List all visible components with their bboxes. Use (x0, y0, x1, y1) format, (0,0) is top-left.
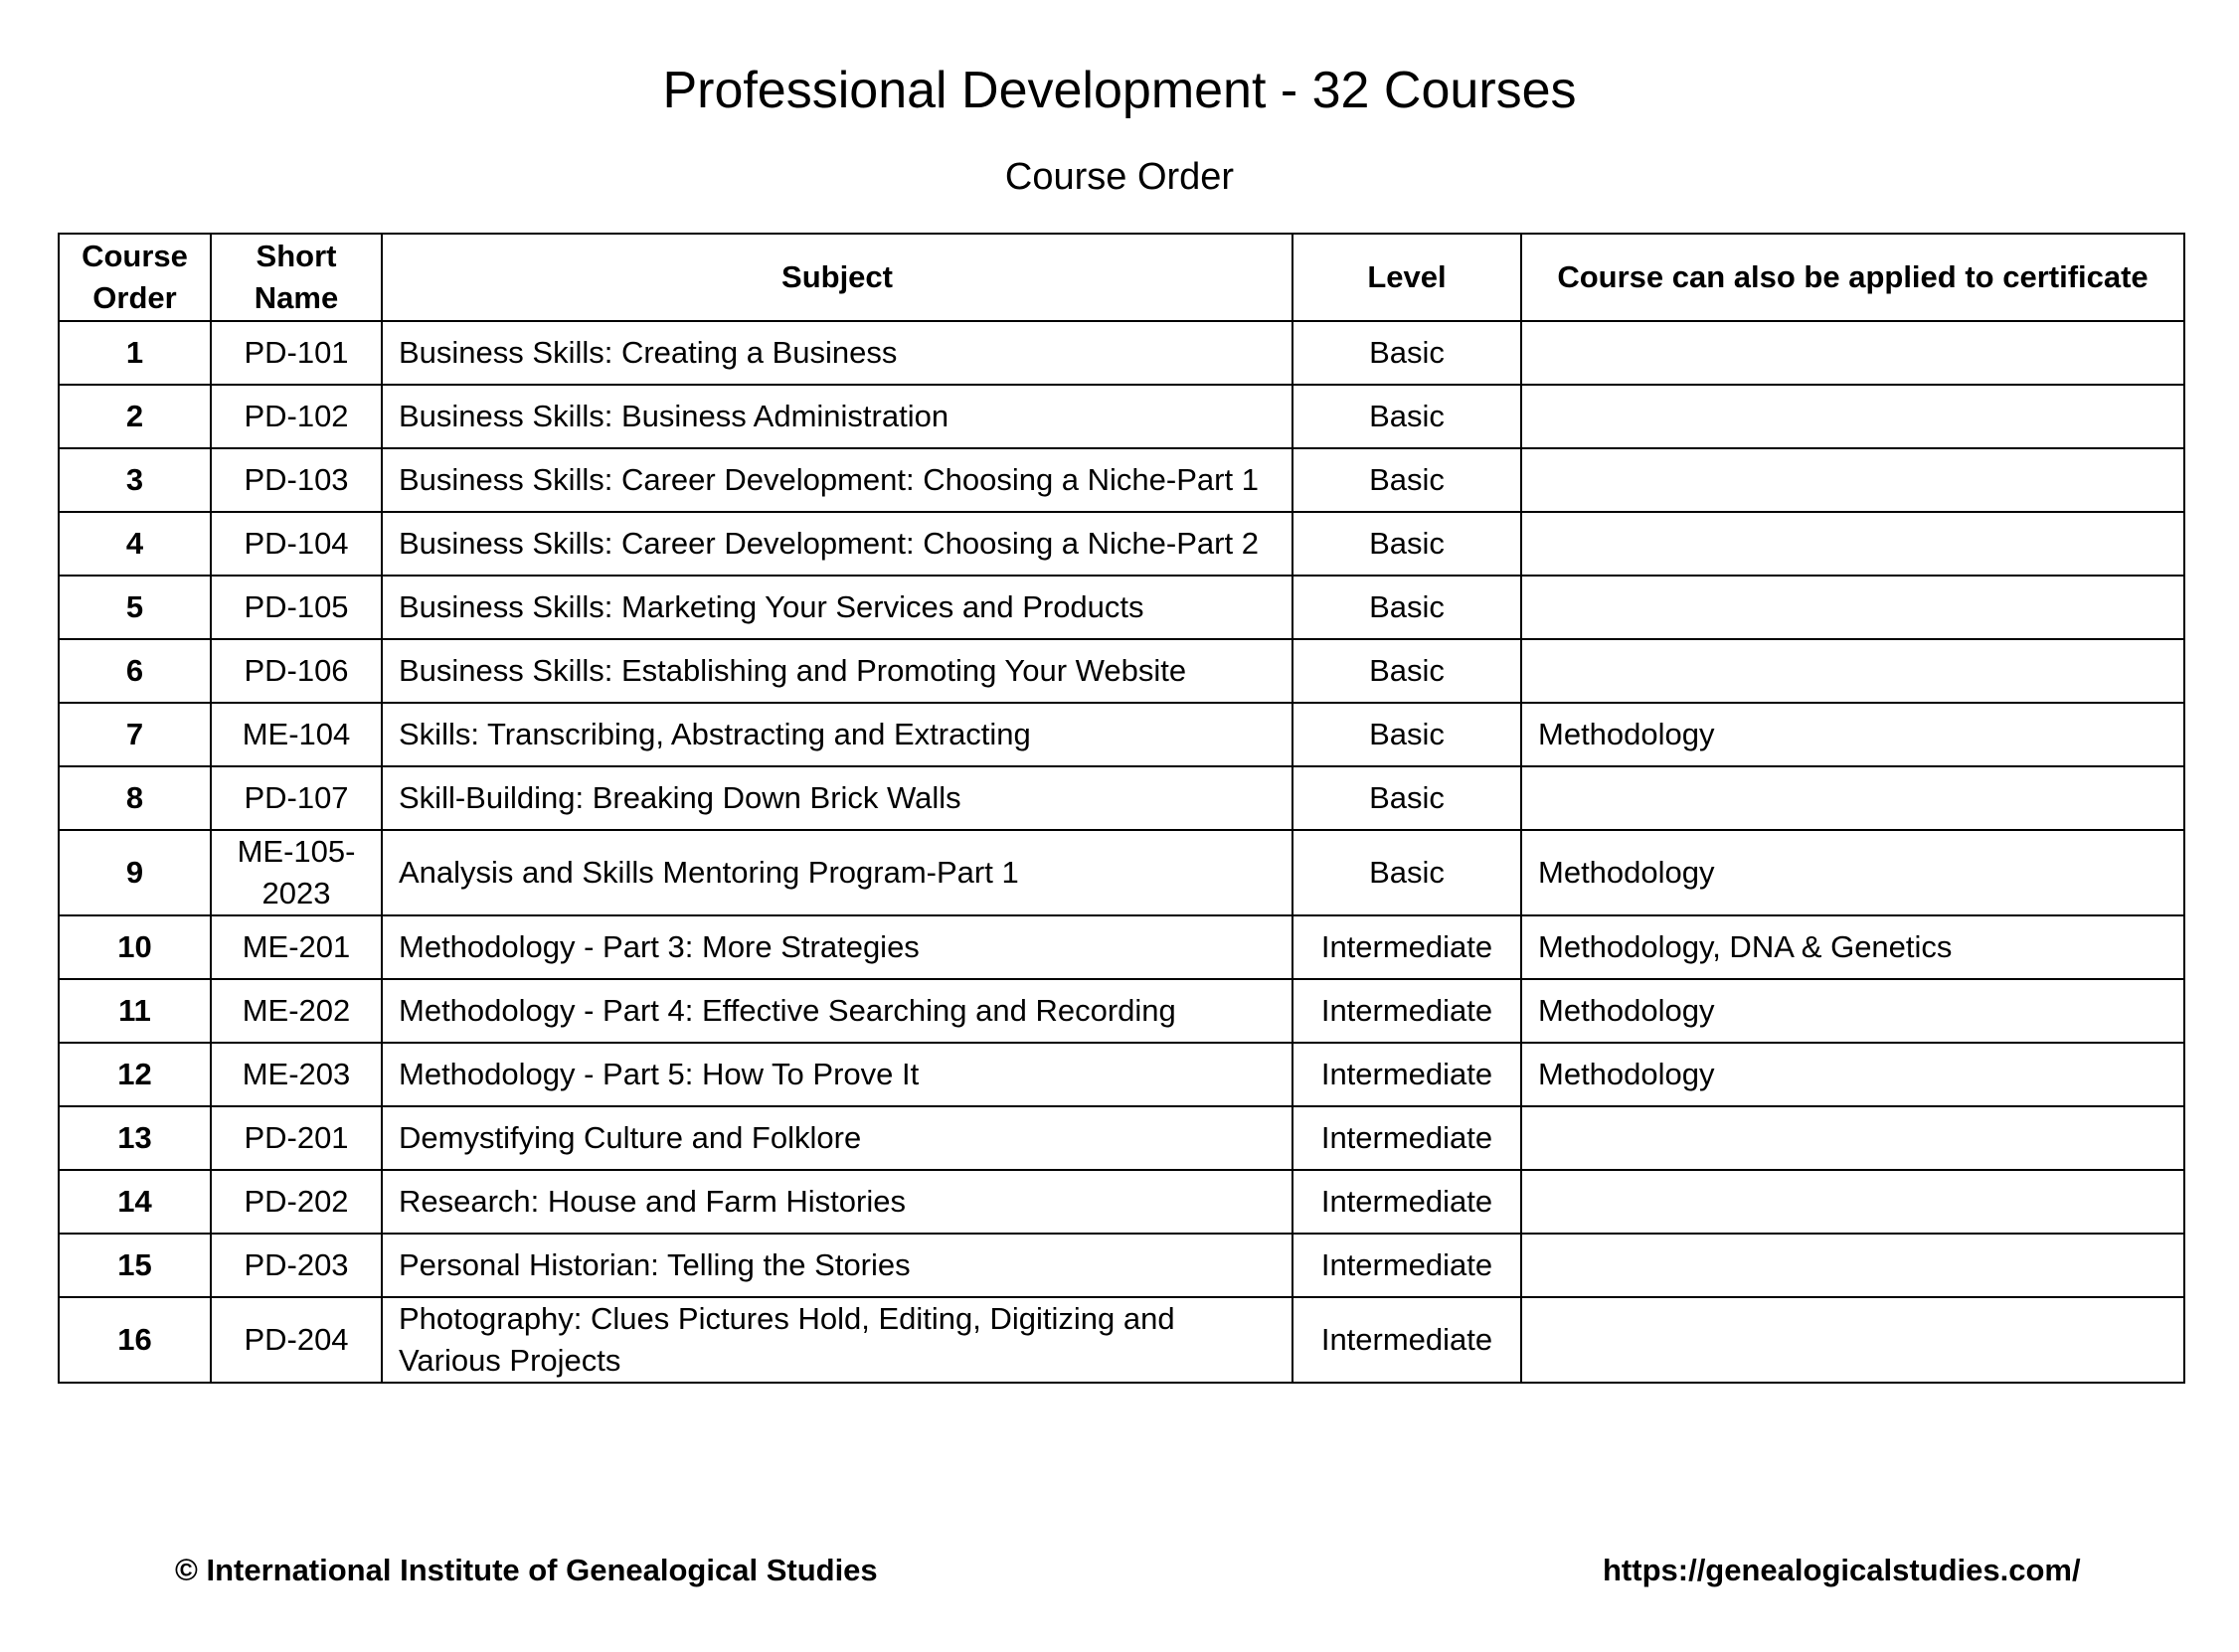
table-row (59, 1043, 2184, 1106)
table-row (59, 979, 2184, 1043)
header-course-order: Course Order (59, 234, 211, 321)
cell-certificate (1521, 1170, 2184, 1234)
cell-subject: Methodology - Part 4: Effective Searching and Recording (382, 979, 1292, 1043)
cell-subject: Methodology - Part 5: How To Prove It (382, 1043, 1292, 1106)
cell-short-name: PD-104 (211, 512, 382, 576)
page-subtitle: Course Order (1004, 156, 1235, 198)
table-row (59, 915, 2184, 979)
cell-order: 6 (59, 639, 211, 703)
cell-order: 3 (59, 448, 211, 512)
cell-subject: Business Skills: Career Development: Choosing a Niche-Part 2 (382, 512, 1292, 576)
table-row (59, 830, 2184, 915)
table-row (59, 1234, 2184, 1297)
cell-certificate (1521, 321, 2184, 385)
cell-order: 9 (59, 830, 211, 915)
cell-order: 2 (59, 385, 211, 448)
cell-subject: Demystifying Culture and Folklore (382, 1106, 1292, 1170)
cell-order: 14 (59, 1170, 211, 1234)
header-subject: Subject (382, 234, 1292, 321)
cell-certificate: Methodology (1521, 1043, 2184, 1106)
cell-subject: Skills: Transcribing, Abstracting and Extracting (382, 703, 1292, 766)
cell-short-name: PD-101 (211, 321, 382, 385)
cell-level: Intermediate (1292, 915, 1521, 979)
cell-order: 1 (59, 321, 211, 385)
cell-order: 10 (59, 915, 211, 979)
cell-short-name: ME-201 (211, 915, 382, 979)
cell-level: Basic (1292, 576, 1521, 639)
cell-short-name: PD-107 (211, 766, 382, 830)
cell-order: 16 (59, 1297, 211, 1383)
cell-certificate: Methodology (1521, 703, 2184, 766)
header-short-name: Short Name (211, 234, 382, 321)
cell-order: 15 (59, 1234, 211, 1297)
cell-certificate (1521, 448, 2184, 512)
cell-short-name: PD-202 (211, 1170, 382, 1234)
table-row (59, 766, 2184, 830)
cell-certificate: Methodology, DNA & Genetics (1521, 915, 2184, 979)
cell-subject: Business Skills: Career Development: Choosing a Niche-Part 1 (382, 448, 1292, 512)
cell-level: Basic (1292, 766, 1521, 830)
cell-order: 8 (59, 766, 211, 830)
cell-level: Basic (1292, 703, 1521, 766)
footer-copyright: © International Institute of Genealogical Studies (175, 1553, 878, 1587)
cell-short-name: ME-105-2023 (211, 830, 382, 915)
cell-subject: Skill-Building: Breaking Down Brick Walls (382, 766, 1292, 830)
table-row (59, 321, 2184, 385)
cell-short-name: ME-203 (211, 1043, 382, 1106)
cell-level: Basic (1292, 639, 1521, 703)
table-row (59, 1170, 2184, 1234)
cell-certificate (1521, 766, 2184, 830)
cell-certificate (1521, 639, 2184, 703)
cell-subject: Business Skills: Marketing Your Services and Products (382, 576, 1292, 639)
cell-certificate: Methodology (1521, 830, 2184, 915)
cell-certificate (1521, 1234, 2184, 1297)
table-row (59, 703, 2184, 766)
cell-order: 11 (59, 979, 211, 1043)
table-row (59, 512, 2184, 576)
cell-short-name: PD-105 (211, 576, 382, 639)
cell-subject: Personal Historian: Telling the Stories (382, 1234, 1292, 1297)
cell-certificate (1521, 576, 2184, 639)
cell-short-name: ME-202 (211, 979, 382, 1043)
cell-level: Intermediate (1292, 1234, 1521, 1297)
table-header-row (59, 234, 2184, 321)
cell-order: 7 (59, 703, 211, 766)
cell-short-name: PD-201 (211, 1106, 382, 1170)
header-level: Level (1292, 234, 1521, 321)
cell-order: 12 (59, 1043, 211, 1106)
cell-level: Intermediate (1292, 1043, 1521, 1106)
cell-short-name: PD-102 (211, 385, 382, 448)
cell-order: 4 (59, 512, 211, 576)
cell-subject: Methodology - Part 3: More Strategies (382, 915, 1292, 979)
table-row (59, 639, 2184, 703)
cell-level: Intermediate (1292, 1170, 1521, 1234)
cell-certificate: Methodology (1521, 979, 2184, 1043)
table-row (59, 1106, 2184, 1170)
cell-level: Intermediate (1292, 1106, 1521, 1170)
cell-certificate (1521, 385, 2184, 448)
cell-subject: Photography: Clues Pictures Hold, Editing, Digitizing and Various Projects (382, 1297, 1292, 1383)
cell-short-name: PD-204 (211, 1297, 382, 1383)
cell-order: 13 (59, 1106, 211, 1170)
footer-url[interactable]: https://genealogicalstudies.com/ (1603, 1553, 2081, 1587)
cell-subject: Research: House and Farm Histories (382, 1170, 1292, 1234)
cell-short-name: ME-104 (211, 703, 382, 766)
table-row (59, 448, 2184, 512)
cell-level: Basic (1292, 830, 1521, 915)
table-row (59, 1297, 2184, 1383)
table-row (59, 576, 2184, 639)
cell-level: Intermediate (1292, 979, 1521, 1043)
page-title: Professional Development - 32 Courses (662, 62, 1577, 119)
cell-subject: Business Skills: Business Administration (382, 385, 1292, 448)
cell-subject: Business Skills: Creating a Business (382, 321, 1292, 385)
header-certificate: Course can also be applied to certificate (1521, 234, 2184, 321)
cell-certificate (1521, 512, 2184, 576)
cell-level: Intermediate (1292, 1297, 1521, 1383)
cell-order: 5 (59, 576, 211, 639)
cell-short-name: PD-103 (211, 448, 382, 512)
cell-certificate (1521, 1106, 2184, 1170)
course-table (58, 233, 2185, 1384)
cell-subject: Analysis and Skills Mentoring Program-Part 1 (382, 830, 1292, 915)
cell-short-name: PD-106 (211, 639, 382, 703)
cell-short-name: PD-203 (211, 1234, 382, 1297)
cell-subject: Business Skills: Establishing and Promoting Your Website (382, 639, 1292, 703)
cell-level: Basic (1292, 321, 1521, 385)
cell-level: Basic (1292, 448, 1521, 512)
cell-level: Basic (1292, 512, 1521, 576)
table-row (59, 385, 2184, 448)
cell-certificate (1521, 1297, 2184, 1383)
cell-level: Basic (1292, 385, 1521, 448)
